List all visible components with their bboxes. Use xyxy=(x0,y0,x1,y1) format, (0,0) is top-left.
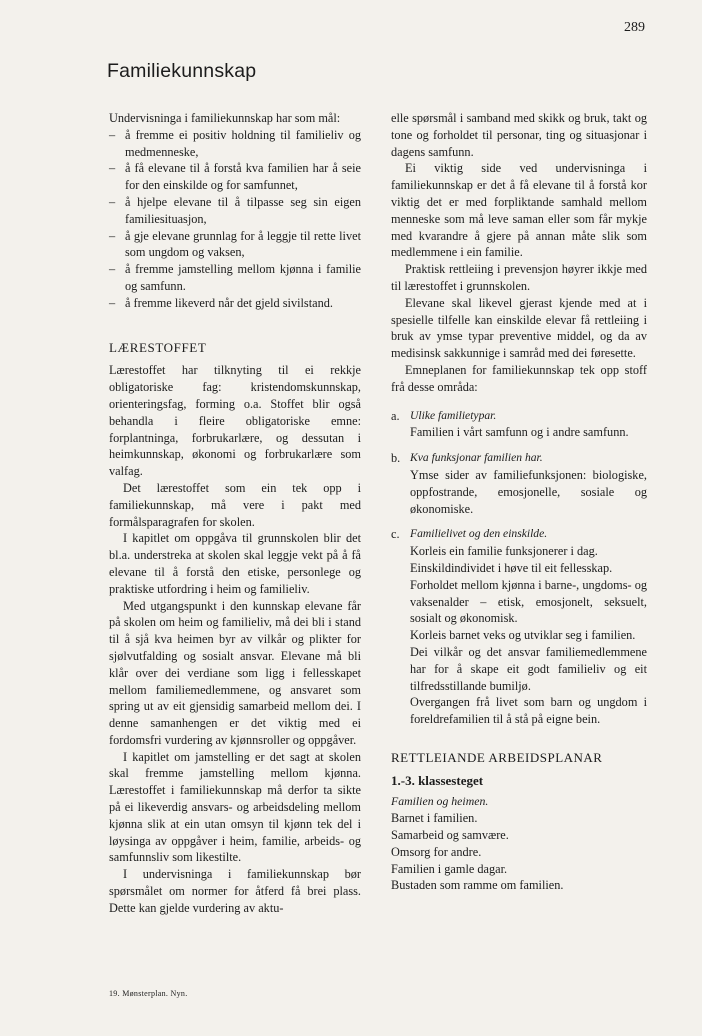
area-letter: a. xyxy=(391,408,400,423)
paragraph: Lærestoffet har tilknyting til ei rekkje obligatoriske fag: kristendomskunnskap, orienteringsfag, forming o.a. Stoffet blir også behandla i fleire obligatoriske emne: forplantninga, forbrukarlære, og dessutan i heimkunnskap, økonomi og forbrukarlære som valfag. xyxy=(109,363,361,479)
area-list xyxy=(391,408,647,728)
paragraph: Med utgangspunkt i den kunnskap elevane får på skolen om heim og familieliv, må dei bli i stand til å sjå kva heimen byr av vilkår og plikter for sjølvutfalding og sosialt ansvar. Elevane må bli klår over dei verdiane som ligg i fellesskapet mellom familiemedlemmene, og ansvaret som spring ut av eit gjensidig samarbeid mellom dei. I denne samanhengen er det viktig med ei fordomsfri vurdering av kjønnsroller og oppgåver. xyxy=(109,598,361,747)
area-item xyxy=(391,408,647,442)
paragraph: Elevane skal likevel gjerast kjende med at i spesielle tilfelle kan einskilde elevar få rettleiing i bruk av ymse typar preventive middel, og da av medisinsk sakkunnige i samråd med dei føresette. xyxy=(391,295,647,361)
dash-bullet: – xyxy=(109,194,116,209)
dash-bullet: – xyxy=(109,295,116,310)
topic-list xyxy=(391,810,647,894)
grade-heading: 1.-3. klassesteget xyxy=(391,772,484,788)
paragraph: Praktisk rettleiing i prevensjon høyrer ikkje med til lærestoffet i grunnskolen. xyxy=(391,262,647,293)
page-title: Familiekunnskap xyxy=(107,60,257,82)
page-number: 289 xyxy=(624,20,645,35)
area-body: Korleis ein familie funksjonerer i dag. Einskildindividet i høve til eit fellesskap. Forholdet mellom kjønna i barne-, ungdoms- og vaksenalder – etisk, emosjonelt, seksuelt, sosialt og økonomisk. Korleis barnet veks og utviklar seg i familien. Dei vilkår og det ansvar familiemedlemmene har for å skape eit godt familieliv og eit tilfredsstillande bumiljø. Overgangen frå livet som barn og ungdom i foreldrefamilien til å stå på eigne bein. xyxy=(410,544,647,727)
topic-heading: Familien og heimen. xyxy=(391,794,489,809)
left-column xyxy=(109,110,361,917)
paragraph: I kapitlet om jamstelling er det sagt at skolen skal fremme jamstelling mellom kjønna. Lærestoffet i familiekunnskap må derfor ta sikte på ei likeverdig ansvars- og arbeidsdeling mellom kjønna slik at ein utan omsyn til kjønn tek del i løysinga av oppgåver i heim, familie, arbeids- og samfunnsliv som likestilte. xyxy=(109,749,361,865)
goal-item: – å gje elevane grunnlag for å leggje til rette livet som ungdom og vaksen, xyxy=(109,228,361,260)
area-item xyxy=(391,526,647,728)
paragraph: Emneplanen for familiekunnskap tek opp stoff frå desse områda: xyxy=(391,362,647,394)
area-body: Familien i vårt samfunn og i andre samfunn. xyxy=(410,425,629,440)
paragraph: I kapitlet om oppgåva til grunnskolen blir det bl.a. understreka at skolen skal leggje vekt på å få elevane til å forstå den etiske, personlege og praktiske utfordring i heim og familieliv. xyxy=(109,531,361,596)
area-heading: Familielivet og den einskilde. xyxy=(410,527,548,541)
area-body: Ymse sider av familiefunksjonen: biologiske, oppfostrande, emosjonelle, sosiale og økonomiske. xyxy=(410,467,647,516)
paragraph: I undervisninga i familiekunnskap bør spørsmålet om normer for åtferd få brei plass. Dette kan gjelde vurdering av aktu- xyxy=(109,867,361,915)
area-letter: b. xyxy=(391,451,401,466)
topic-item: Barnet i familien. xyxy=(391,811,478,826)
footer-note: 19. Mønsterplan. Nyn. xyxy=(109,989,188,998)
goal-item: – å fremme likeverd når det gjeld sivilstand. xyxy=(109,295,333,310)
area-heading: Ulike familietypar. xyxy=(410,408,497,422)
dash-bullet: – xyxy=(109,161,116,176)
section-heading: LÆRESTOFFET xyxy=(109,339,207,355)
goal-item: – å fremme jamstelling mellom kjønna i familie og samfunn. xyxy=(109,262,361,293)
right-column xyxy=(391,110,647,894)
goal-list xyxy=(109,127,361,312)
paragraph: elle spørsmål i samband med skikk og bruk, takt og tone og forholdet til personar, ting og situasjonar i dagens samfunn. xyxy=(391,111,647,159)
plan-heading: RETTLEIANDE ARBEIDSPLANAR xyxy=(391,749,603,765)
area-item xyxy=(391,450,647,517)
paragraph: Det lærestoffet som ein tek opp i familiekunnskap, må vere i pakt med formålsparagrafen for skolen. xyxy=(109,480,361,529)
goal-item: – å hjelpe elevane til å tilpasse seg sin eigen familiesituasjon, xyxy=(109,194,361,226)
topic-item: Bustaden som ramme om familien. xyxy=(391,878,564,893)
goal-item: – å få elevane til å forstå kva familien har å seie for den einskilde og for samfunnet, xyxy=(109,161,361,193)
dash-bullet: – xyxy=(109,228,116,243)
paragraph: Ei viktig side ved undervisninga i familiekunnskap er det å få elevane til å forstå kor viktig det er med forpliktande samhald mellom menneske som må leve saman eller som får mykje med kvarandre å gjere på annan måte slik som medlemmene i ein familie. xyxy=(391,161,647,260)
intro-text: Undervisninga i familiekunnskap har som mål: xyxy=(109,111,341,125)
topic-item: Samarbeid og samvære. xyxy=(391,828,509,843)
goal-item: – å fremme ei positiv holdning til familieliv og medmenneske, xyxy=(109,127,361,159)
topic-item: Familien i gamle dagar. xyxy=(391,861,508,876)
area-letter: c. xyxy=(391,527,400,542)
area-heading: Kva funksjonar familien har. xyxy=(410,451,543,465)
topic-item: Omsorg for andre. xyxy=(391,844,482,859)
dash-bullet: – xyxy=(109,262,116,277)
dash-bullet: – xyxy=(109,127,116,142)
